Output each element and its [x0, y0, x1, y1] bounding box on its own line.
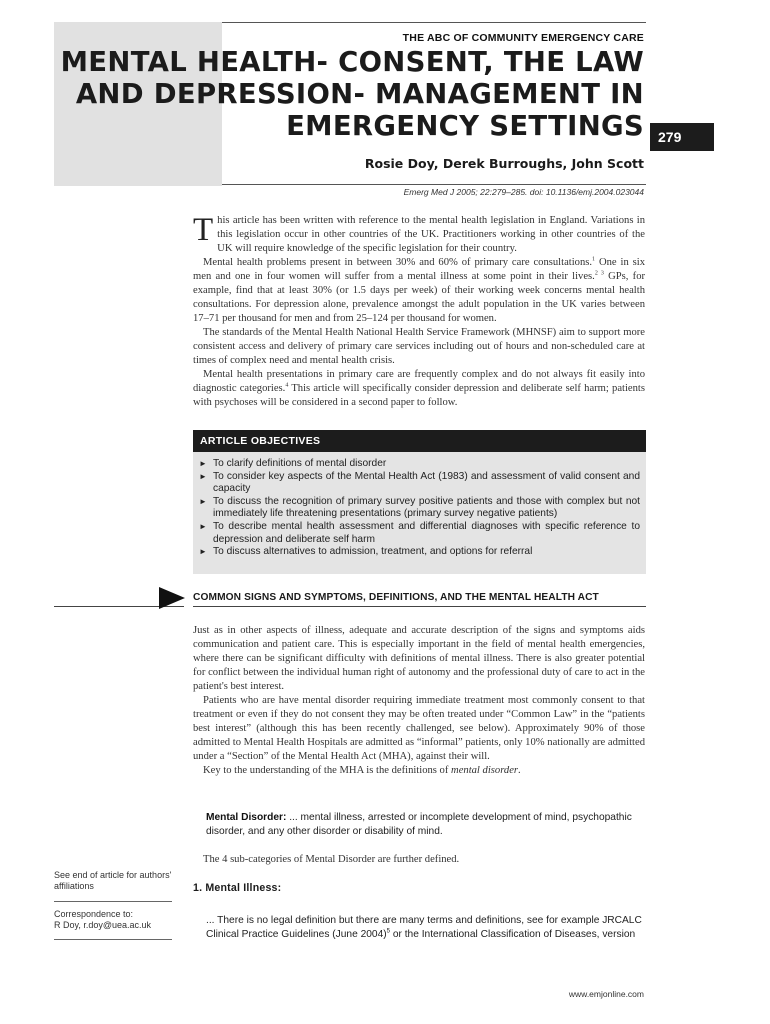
article-title — [24, 46, 644, 142]
objective-item: ► To discuss the recognition of primary survey positive patients and those with complex but not immediately life threatening presentations (primary survey negative patients) — [199, 495, 640, 520]
correspondence-label: Correspondence to: — [54, 909, 134, 919]
title-line: MENTAL HEALTH- CONSENT, THE LAW — [60, 46, 644, 78]
article-objectives-box — [193, 430, 646, 574]
mental-illness-definition: ... There is no legal definition but there are many terms and definitions, see for example JRCALC Clinical Practice Guidelines (June 2004)$^5$ or the International Classification of Diseases, version — [206, 915, 642, 940]
objective-item: ► To consider key aspects of the Mental Health Act (1983) and assessment of valid consent and capacity — [199, 470, 640, 495]
citation: Emerg Med J 2005; 22:279–285. doi: 10.1136/emj.2004.023044 — [403, 187, 644, 197]
section-arrow-icon — [159, 587, 185, 609]
intro-paragraph-3: The standards of the Mental Health National Health Service Framework (MHNSF) aim to support more consistent access and delivery of primary care services including out of hours and non-scheduled care at times of complex need and mental health crisis. — [193, 327, 645, 366]
citation-rule — [222, 184, 646, 185]
triangle-bullet-icon: ► — [199, 496, 207, 506]
section-paragraph-4: The 4 sub-categories of Mental Disorder are further defined. — [203, 854, 460, 865]
journal-url: www.emjonline.com — [568, 989, 644, 999]
title-line: EMERGENCY SETTINGS — [286, 110, 644, 142]
intro-text — [193, 214, 645, 410]
mental-disorder-definition: Mental Disorder: ... mental illness, arrested or incomplete development of mind, psychopathic disorder, and any other disorder or disability of mind. — [206, 812, 632, 837]
intro-paragraph-2: Mental health problems present in between 30% and 60% of primary care consultations.$^1$ One in six men and one in four women will suffer from a mental illness at some point in their lives.$^{2 3}$ GPs, for example, find that at least 30% (or 1.5 days per week) of their working week concerns mental health consultations. For depression alone, prevalence amongst the adult population in the UK varies between 17–71 per thousand for men and from 25–124 per thousand for women. — [193, 256, 646, 324]
subheading-mental-illness: 1. Mental Illness: — [193, 882, 282, 894]
triangle-bullet-icon: ► — [199, 547, 207, 557]
objective-item: ► To clarify definitions of mental disorder — [199, 458, 387, 469]
objectives-heading: ARTICLE OBJECTIVES — [193, 430, 646, 452]
section-heading: COMMON SIGNS AND SYMPTOMS, DEFINITIONS, AND THE MENTAL HEALTH ACT — [193, 592, 599, 603]
intro-paragraph-4: Mental health presentations in primary care are frequently complex and do not always fit easily into diagnostic categories.$^4$ This article will specifically consider depression and deliberate self harm; patients with psychoses will be considered in a second paper to follow. — [193, 369, 645, 408]
series-title: THE ABC OF COMMUNITY EMERGENCY CARE — [402, 32, 644, 44]
dropcap: T — [193, 212, 214, 248]
objective-item: ► To discuss alternatives to admission, treatment, and options for referral — [199, 546, 533, 558]
section-paragraph-2: Patients who are have mental disorder requiring immediate treatment most commonly consent to that treatment or even if they do not consent they may be often treated under “Common Law” in the “patients best interest” (although this has been recently challenged, see below). Approximately 90% of those admitted to Mental Health Hospitals are admitted as “informal” patients, only 10% nationally are admitted under a “Section” of the Mental Health Act (MHA), against their will. — [193, 695, 645, 762]
sidebar-rule — [54, 939, 172, 940]
section-rule — [193, 606, 646, 607]
page-number: 279 — [650, 123, 714, 151]
correspondence-contact: R Doy, r.doy@uea.ac.uk — [54, 920, 152, 930]
authors: Rosie Doy, Derek Burroughs, John Scott — [364, 156, 644, 171]
objectives-list — [193, 458, 646, 559]
header-rule — [222, 22, 646, 23]
triangle-bullet-icon: ► — [199, 521, 207, 531]
section-text — [193, 624, 645, 778]
subcategories-text — [193, 853, 645, 867]
affiliations-note: See end of article for authors' affiliations — [54, 870, 172, 891]
section-paragraph-3: Key to the understanding of the MHA is the definitions of mental disorder. — [203, 765, 521, 776]
triangle-bullet-icon: ► — [199, 459, 207, 468]
intro-paragraph-1: This article has been written with reference to the mental health legislation in England. Variations in this legislation occur in other countries of the UK. Practitioners working in other countries of the UK will require knowledge of the specific legislation for their country. — [193, 212, 645, 254]
title-line: AND DEPRESSION- MANAGEMENT IN — [75, 78, 644, 110]
objective-item: ► To describe mental health assessment and differential diagnoses with specific reference to depression and deliberate self harm — [199, 520, 640, 545]
triangle-bullet-icon: ► — [199, 471, 207, 481]
sidebar-rule — [54, 901, 172, 902]
section-paragraph-1: Just as in other aspects of illness, adequate and accurate description of the signs and symptoms aids communication and patient care. This is especially important in the field of mental health emergencies, where there can be significant difficulty with definitions of mental illness. There is also greater potential for conflict between the individual human right of autonomy and the professional duty of care to act in the patient's best interest. — [193, 625, 645, 692]
